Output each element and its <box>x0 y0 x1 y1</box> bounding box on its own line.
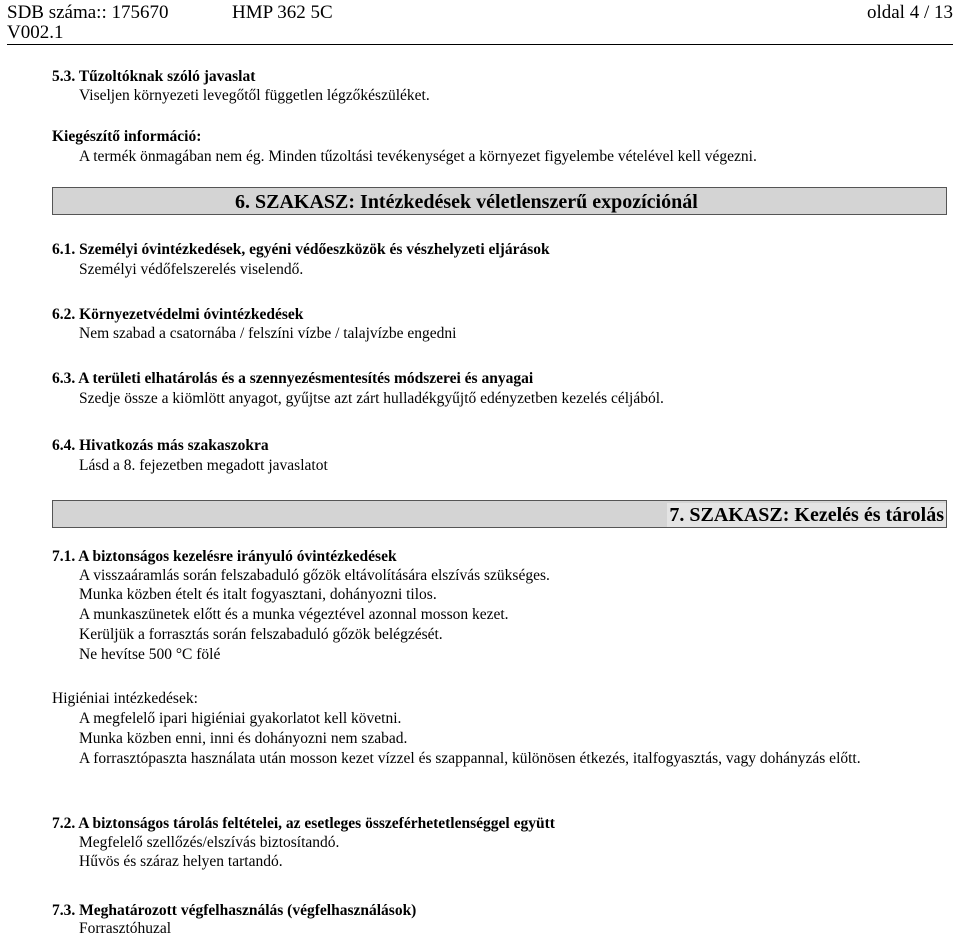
list-item: Hűvös és száraz helyen tartandó. <box>79 853 283 870</box>
header-divider <box>7 44 953 45</box>
subsection-text-5-3: Viseljen környezeti levegőtől független légzőkészüléket. <box>79 87 430 104</box>
list-item: Kerüljük a forrasztás során felszabaduló gőzök belégzését. <box>79 626 443 643</box>
sds-number: SDB száma:: 175670 <box>7 2 169 23</box>
section-7-banner <box>52 500 947 528</box>
list-item: Munka közben ételt és italt fogyasztani, dohányozni tilos. <box>79 586 437 603</box>
version-label: V002.1 <box>7 22 64 43</box>
product-name: HMP 362 5C <box>232 2 333 23</box>
list-item: A visszaáramlás során felszabaduló gőzök eltávolítására elszívás szükséges. <box>79 567 550 584</box>
subsection-text-7-3: Forrasztóhuzal <box>79 920 172 937</box>
subsection-title-7-2: 7.2. A biztonságos tárolás feltételei, az esetleges összeférhetetlenséggel együtt <box>52 815 555 832</box>
subsection-title-6-4: 6.4. Hivatkozás más szakaszokra <box>52 437 269 454</box>
subsection-title-6-2: 6.2. Környezetvédelmi óvintézkedések <box>52 306 304 323</box>
subsection-text-6-4: Lásd a 8. fejezetben megadott javaslatot <box>79 457 328 474</box>
list-item: A munkaszünetek előtt és a munka végeztével azonnal mosson kezet. <box>79 606 509 623</box>
page-indicator: oldal 4 / 13 <box>866 2 953 23</box>
page-header <box>7 2 953 42</box>
section-6-title: 6. SZAKASZ: Intézkedések véletlenszerű expozíciónál <box>235 191 698 213</box>
list-item: Munka közben enni, inni és dohányozni nem szabad. <box>79 730 408 747</box>
subsection-text-6-1: Személyi védőfelszerelés viselendő. <box>79 261 304 278</box>
extra-info-text: A termék önmagában nem ég. Minden tűzoltási tevékenységet a környezet figyelembe vételével kell végezni. <box>79 148 757 165</box>
subsection-title-7-3: 7.3. Meghatározott végfelhasználás (végfelhasználások) <box>52 902 417 919</box>
list-item: A forrasztópaszta használata után mosson kezet vízzel és szappannal, különösen étkezés, italfogyasztás, vagy dohányzás előtt. <box>79 750 861 767</box>
list-item: Megfelelő szellőzés/elszívás biztosítandó. <box>79 834 340 851</box>
subsection-title-6-1: 6.1. Személyi óvintézkedések, egyéni védőeszközök és vészhelyzeti eljárások <box>52 241 550 258</box>
section-7-title: 7. SZAKASZ: Kezelés és tárolás <box>669 504 944 526</box>
section-6-banner <box>52 187 947 215</box>
subsection-text-6-3: Szedje össze a kiömlött anyagot, gyűjtse azt zárt hulladékgyűjtő edényzetben kezelés céljából. <box>79 390 664 407</box>
subsection-title-7-1: 7.1. A biztonságos kezelésre irányuló óvintézkedések <box>52 548 397 565</box>
subsection-title-5-3: 5.3. Tűzoltóknak szóló javaslat <box>52 68 256 85</box>
list-item: Ne hevítse 500 °C fölé <box>79 646 221 663</box>
subsection-title-6-3: 6.3. A területi elhatárolás és a szennyezésmentesítés módszerei és anyagai <box>52 370 534 387</box>
hygiene-title: Higiéniai intézkedések: <box>52 690 198 707</box>
subsection-text-6-2: Nem szabad a csatornába / felszíni vízbe / talajvízbe engedni <box>79 325 457 342</box>
list-item: A megfelelő ipari higiéniai gyakorlatot kell követni. <box>79 710 402 727</box>
extra-info-title: Kiegészítő információ: <box>52 128 202 145</box>
